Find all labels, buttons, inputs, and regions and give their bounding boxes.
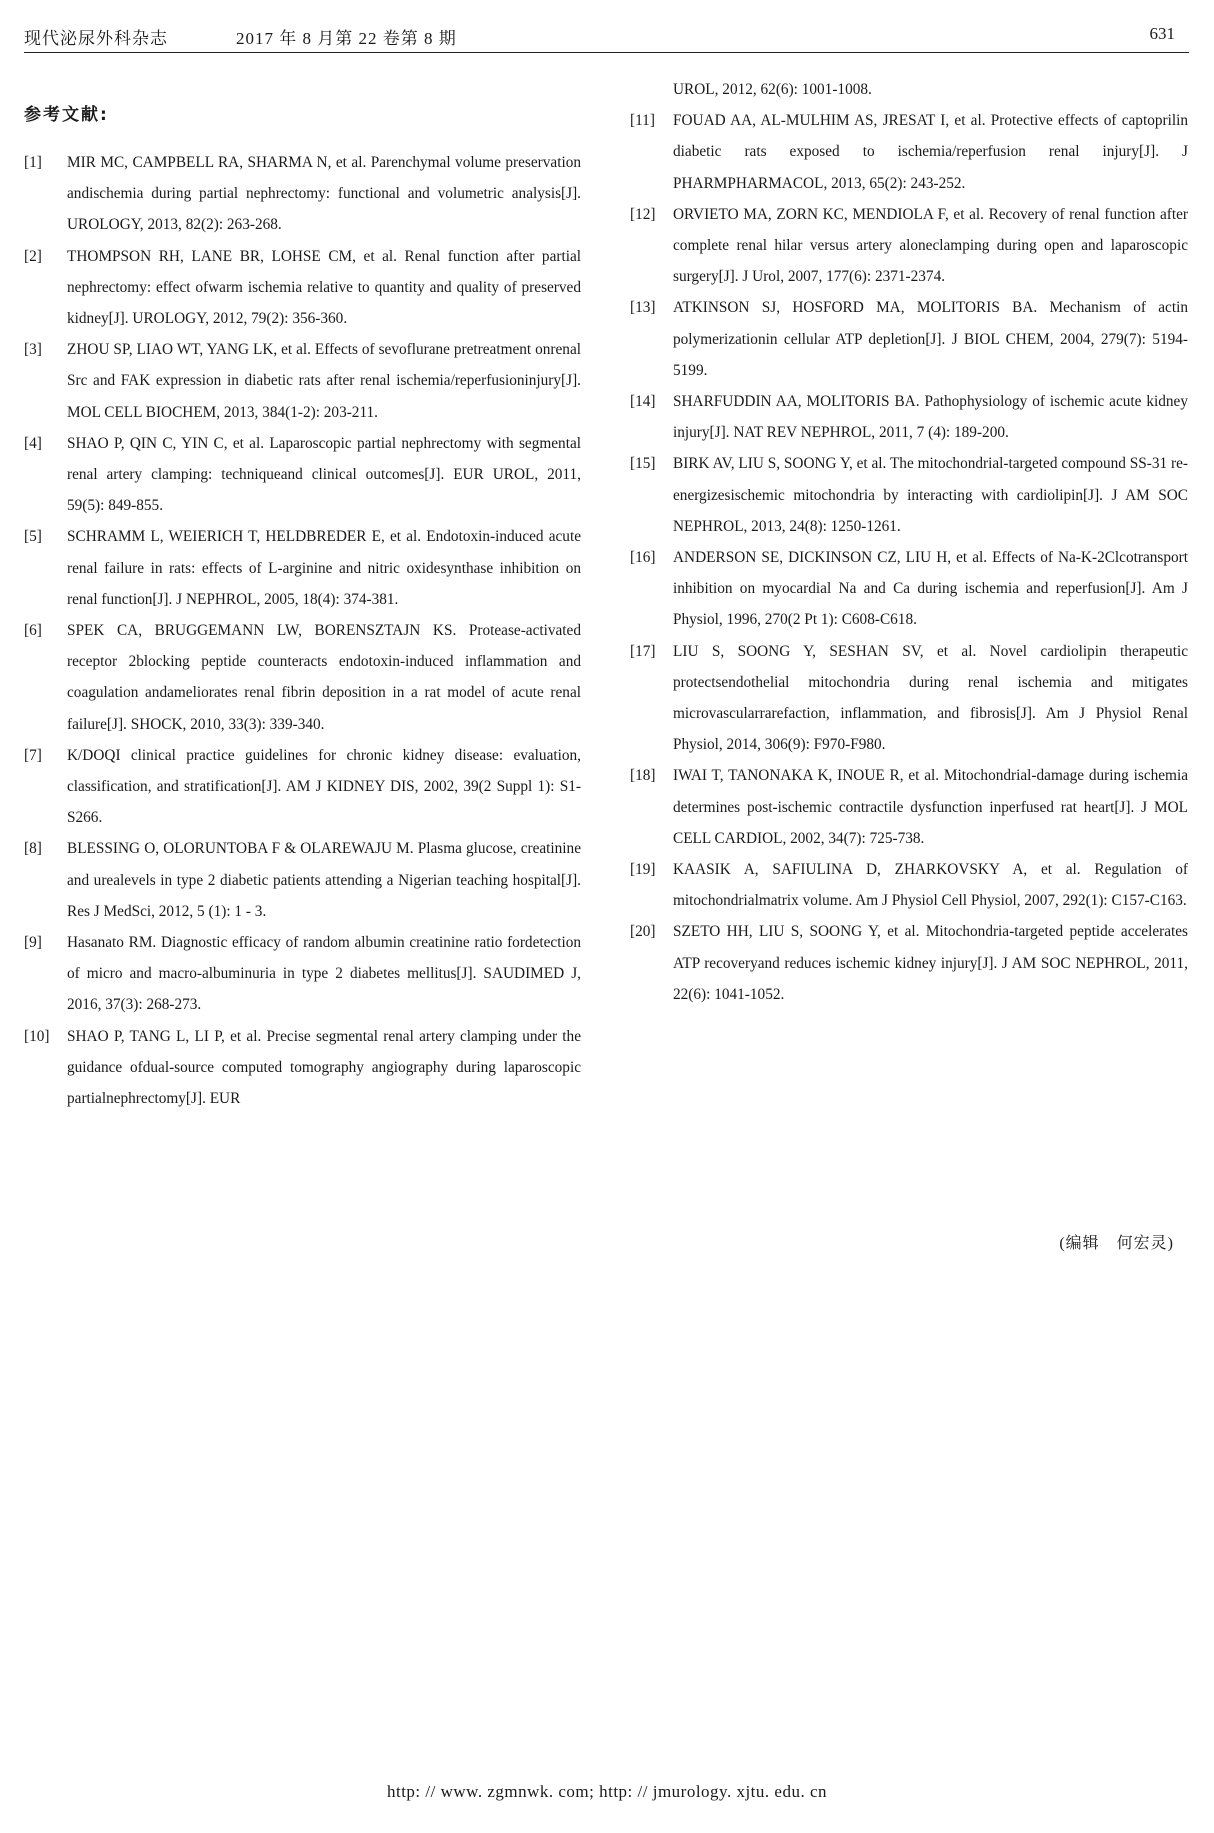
reference-text: MIR MC, CAMPBELL RA, SHARMA N, et al. Parenchymal volume preservation andischemia during partial nephrectomy: functional and volumetric analysis[J]. UROLOGY, 2013, 82(2): 263-268. — [67, 154, 581, 234]
reference-text: SHAO P, QIN C, YIN C, et al. Laparoscopic partial nephrectomy with segmental renal artery clamping: techniqueand clinical outcomes[J]. EUR UROL, 2011, 59(5): 849-855. — [67, 434, 581, 515]
reference-item — [630, 292, 1188, 386]
reference-number: [15] — [630, 455, 656, 473]
reference-number: [3] — [24, 341, 42, 359]
reference-text: ANDERSON SE, DICKINSON CZ, LIU H, et al. Effects of Na-K-2Clcotransport inhibition on myocardial Na and Ca during ischemia and reperfusion[J]. Am J Physiol, 1996, 270(2 Pt 1): C608-C618. — [673, 549, 1188, 629]
reference-item — [24, 927, 581, 1021]
reference-item — [24, 740, 581, 834]
reference-text: SHARFUDDIN AA, MOLITORIS BA. Pathophysiology of ischemic acute kidney injury[J]. NAT REV NEPHROL, 2011, 7 (4): 189-200. — [673, 393, 1188, 442]
reference-number: [14] — [630, 393, 656, 411]
reference-number: [12] — [630, 205, 656, 223]
reference-item — [630, 760, 1188, 854]
reference-number: [13] — [630, 299, 656, 317]
reference-number: [2] — [24, 247, 42, 265]
reference-text: UROL, 2012, 62(6): 1001-1008. — [673, 81, 872, 98]
reference-item — [24, 833, 581, 927]
reference-text: FOUAD AA, AL-MULHIM AS, JRESAT I, et al. Protective effects of captoprilin diabetic rats exposed to ischemia/reperfusion renal injury[J]. J PHARMPHARMACOL, 2013, 65(2): 243-252. — [673, 112, 1188, 192]
reference-continuation — [630, 74, 1188, 105]
reference-number: [19] — [630, 861, 656, 879]
reference-text: SCHRAMM L, WEIERICH T, HELDBREDER E, et al. Endotoxin-induced acute renal failure in rats: effects of L-arginine and nitric oxidesynthase inhibition on renal function[J]. J NEPHROL, 2005, 18(4): 374-381. — [67, 528, 581, 608]
reference-number: [4] — [24, 434, 42, 452]
reference-number: [10] — [24, 1027, 50, 1045]
reference-item — [630, 854, 1188, 916]
reference-text: BIRK AV, LIU S, SOONG Y, et al. The mitochondrial-targeted compound SS-31 re-energizesischemic mitochondria by interacting with cardiolipin[J]. J AM SOC NEPHROL, 2013, 24(8): 1250-1261. — [673, 455, 1188, 535]
reference-number: [17] — [630, 642, 656, 660]
reference-item — [24, 428, 581, 522]
reference-item — [24, 615, 581, 740]
footer-urls: http: // www. zgmnwk. com; http: // jmurology. xjtu. edu. cn — [386, 1782, 827, 1801]
reference-text: SZETO HH, LIU S, SOONG Y, et al. Mitochondria-targeted peptide accelerates ATP recoveryand reduces ischemic kidney injury[J]. J AM SOC NEPHROL, 2011, 22(6): 1041-1052. — [673, 923, 1188, 1003]
reference-text: ATKINSON SJ, HOSFORD MA, MOLITORIS BA. Mechanism of actin polymerizationin cellular ATP depletion[J]. J BIOL CHEM, 2004, 279(7): 5194-5199. — [673, 299, 1188, 379]
reference-number: [9] — [24, 934, 42, 952]
reference-text: LIU S, SOONG Y, SESHAN SV, et al. Novel cardiolipin therapeutic protectsendothelial mitochondria during renal ischemia and mitigates microvascularrarefaction, inflammation, and fibrosis[J]. Am J Physiol Renal Physiol, 2014, 306(9): F970-F980. — [673, 642, 1188, 754]
page-number: 631 — [1149, 24, 1175, 43]
reference-number: [1] — [24, 154, 42, 171]
journal-name: 现代泌尿外科杂志 — [24, 29, 168, 48]
references-heading: 参考文献: — [24, 105, 109, 125]
reference-number: [8] — [24, 840, 42, 858]
reference-item — [630, 105, 1188, 199]
reference-text: ZHOU SP, LIAO WT, YANG LK, et al. Effects of sevoflurane pretreatment onrenal Src and FAK expression in diabetic rats after renal ischemia/reperfusioninjury[J]. MOL CELL BIOCHEM, 2013, 384(1-2): 203-211. — [67, 341, 581, 421]
references-right-column — [630, 74, 1188, 1010]
reference-text: IWAI T, TANONAKA K, INOUE R, et al. Mitochondrial-damage during ischemia determines post-ischemic contractile dysfunction inperfused rat heart[J]. J MOL CELL CARDIOL, 2002, 34(7): 725-738. — [673, 767, 1188, 847]
reference-text: Hasanato RM. Diagnostic efficacy of random albumin creatinine ratio fordetection of micro and macro-albuminuria in type 2 diabetes mellitus[J]. SAUDIMED J, 2016, 37(3): 268-273. — [67, 934, 581, 1014]
reference-item — [630, 636, 1188, 761]
reference-item — [630, 542, 1188, 636]
issue-info: 2017 年 8 月第 22 卷第 8 期 — [236, 29, 457, 48]
reference-item — [24, 1021, 581, 1115]
reference-item — [630, 916, 1188, 1010]
reference-item — [24, 334, 581, 428]
editor-credit: (编辑 何宏灵) — [1059, 1235, 1174, 1252]
page-header — [24, 22, 1189, 53]
reference-item — [630, 448, 1188, 542]
reference-number: [5] — [24, 528, 42, 546]
reference-number: [6] — [24, 622, 42, 640]
reference-text: THOMPSON RH, LANE BR, LOHSE CM, et al. Renal function after partial nephrectomy: effect ofwarm ischemia relative to quantity and quality of preserved kidney[J]. UROLOGY, 2012, 79(2): 356-360. — [67, 247, 581, 328]
reference-text: KAASIK A, SAFIULINA D, ZHARKOVSKY A, et al. Regulation of mitochondrialmatrix volume. Am J Physiol Cell Physiol, 2007, 292(1): C157-C163. — [673, 861, 1188, 910]
reference-item — [630, 199, 1188, 293]
reference-item — [24, 521, 581, 615]
reference-text: BLESSING O, OLORUNTOBA F & OLAREWAJU M. Plasma glucose, creatinine and urealevels in type 2 diabetic patients attending a Nigerian teaching hospital[J]. Res J MedSci, 2012, 5 (1): 1 - 3. — [67, 840, 581, 920]
references-left-column — [24, 147, 581, 1114]
reference-text: K/DOQI clinical practice guidelines for chronic kidney disease: evaluation, classification, and stratification[J]. AM J KIDNEY DIS, 2002, 39(2 Suppl 1): S1-S266. — [67, 746, 581, 827]
reference-number: [11] — [630, 112, 655, 130]
reference-number: [16] — [630, 549, 656, 567]
reference-text: SHAO P, TANG L, LI P, et al. Precise segmental renal artery clamping under the guidance ofdual-source computed tomography angiography during laparoscopic partialnephrectomy[J]. EUR — [67, 1027, 581, 1108]
reference-item — [630, 386, 1188, 448]
reference-text: ORVIETO MA, ZORN KC, MENDIOLA F, et al. Recovery of renal function after complete renal hilar versus artery aloneclamping during open and laparoscopic surgery[J]. J Urol, 2007, 177(6): 2371-2374. — [673, 205, 1188, 286]
reference-number: [20] — [630, 923, 656, 941]
reference-item — [24, 147, 581, 241]
reference-text: SPEK CA, BRUGGEMANN LW, BORENSZTAJN KS. Protease-activated receptor 2blocking peptide counteracts endotoxin-induced inflammation and coagulation andameliorates renal fibrin deposition in a rat model of acute renal failure[J]. SHOCK, 2010, 33(3): 339-340. — [67, 622, 581, 733]
reference-number: [7] — [24, 746, 42, 764]
reference-number: [18] — [630, 767, 656, 785]
reference-item — [24, 241, 581, 335]
